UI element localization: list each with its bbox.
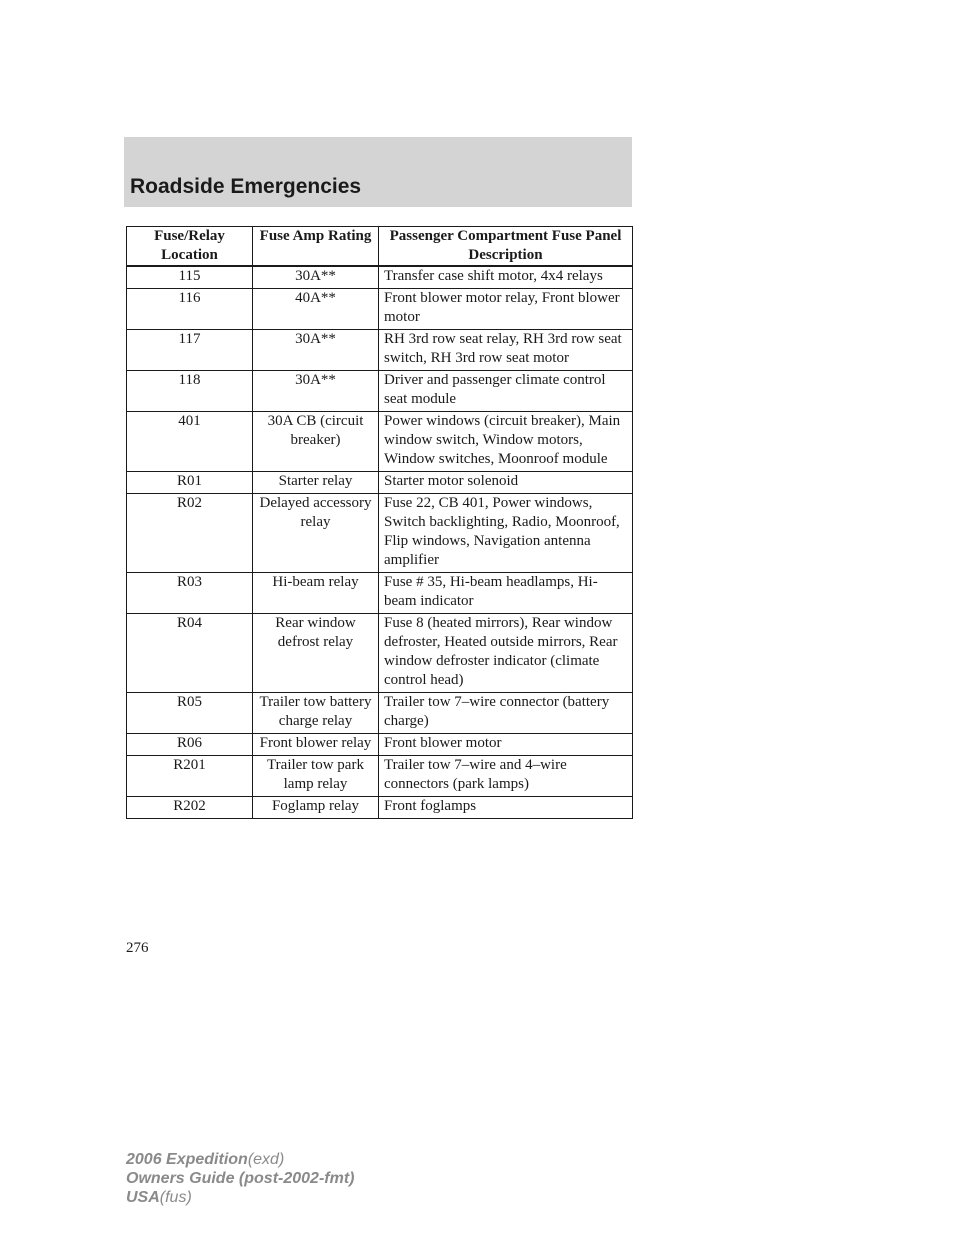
cell-location: R04 [127, 614, 253, 693]
cell-description: Fuse 22, CB 401, Power windows, Switch backlighting, Radio, Moonroof, Flip windows, Navigation antenna amplifier [379, 494, 633, 573]
column-header-description: Passenger Compartment Fuse Panel Description [379, 227, 633, 267]
table-row [127, 573, 633, 614]
table-row [127, 614, 633, 693]
cell-location: R201 [127, 756, 253, 797]
section-title: Roadside Emergencies [130, 175, 362, 198]
cell-amp-rating: 30A CB (circuit breaker) [253, 412, 379, 472]
cell-amp-rating: Trailer tow park lamp relay [253, 756, 379, 797]
cell-description: Fuse # 35, Hi-beam headlamps, Hi-beam indicator [379, 573, 633, 614]
footer-model: 2006 Expedition [126, 1151, 248, 1168]
cell-location: 116 [127, 289, 253, 330]
cell-amp-rating: Hi-beam relay [253, 573, 379, 614]
cell-location: R02 [127, 494, 253, 573]
cell-description: Transfer case shift motor, 4x4 relays [379, 266, 633, 289]
cell-location: R06 [127, 734, 253, 756]
cell-description: Driver and passenger climate control seat module [379, 371, 633, 412]
cell-amp-rating: 30A** [253, 330, 379, 371]
footer-line-model [126, 1150, 354, 1169]
cell-location: R03 [127, 573, 253, 614]
table-row [127, 412, 633, 472]
footer-market-code: (fus) [159, 1189, 192, 1206]
table-row [127, 266, 633, 289]
cell-description: Starter motor solenoid [379, 472, 633, 494]
cell-location: 117 [127, 330, 253, 371]
table-row [127, 289, 633, 330]
page-number: 276 [126, 940, 149, 956]
table-header-row [127, 227, 633, 267]
table-row [127, 693, 633, 734]
cell-amp-rating: Foglamp relay [253, 797, 379, 819]
footer-line-market [126, 1188, 354, 1207]
cell-description: Front blower motor relay, Front blower motor [379, 289, 633, 330]
fuse-table [126, 226, 633, 819]
section-header-band [124, 137, 632, 207]
table-row [127, 472, 633, 494]
cell-description: Front foglamps [379, 797, 633, 819]
cell-amp-rating: 30A** [253, 371, 379, 412]
cell-description: Power windows (circuit breaker), Main window switch, Window motors, Window switches, Moonroof module [379, 412, 633, 472]
cell-location: R202 [127, 797, 253, 819]
table-row [127, 756, 633, 797]
cell-amp-rating: Delayed accessory relay [253, 494, 379, 573]
cell-location: 401 [127, 412, 253, 472]
cell-description: RH 3rd row seat relay, RH 3rd row seat switch, RH 3rd row seat motor [379, 330, 633, 371]
cell-amp-rating: Trailer tow battery charge relay [253, 693, 379, 734]
document-footer [126, 1150, 354, 1207]
cell-location: 118 [127, 371, 253, 412]
cell-amp-rating: Starter relay [253, 472, 379, 494]
cell-description: Fuse 8 (heated mirrors), Rear window defroster, Heated outside mirrors, Rear window defroster indicator (climate control head) [379, 614, 633, 693]
cell-location: 115 [127, 266, 253, 289]
table-row [127, 734, 633, 756]
cell-amp-rating: 40A** [253, 289, 379, 330]
cell-amp-rating: Front blower relay [253, 734, 379, 756]
cell-description: Trailer tow 7–wire and 4–wire connectors (park lamps) [379, 756, 633, 797]
footer-market: USA [126, 1189, 160, 1206]
cell-amp-rating: Rear window defrost relay [253, 614, 379, 693]
cell-description: Front blower motor [379, 734, 633, 756]
column-header-amp-rating: Fuse Amp Rating [253, 227, 379, 267]
cell-location: R05 [127, 693, 253, 734]
table-row [127, 330, 633, 371]
cell-amp-rating: 30A** [253, 266, 379, 289]
table-row [127, 494, 633, 573]
footer-guide: Owners Guide (post-2002-fmt) [126, 1170, 355, 1187]
column-header-location: Fuse/Relay Location [127, 227, 253, 267]
cell-description: Trailer tow 7–wire connector (battery charge) [379, 693, 633, 734]
table-row [127, 371, 633, 412]
footer-model-code: (exd) [247, 1151, 285, 1168]
cell-location: R01 [127, 472, 253, 494]
table-row [127, 797, 633, 819]
